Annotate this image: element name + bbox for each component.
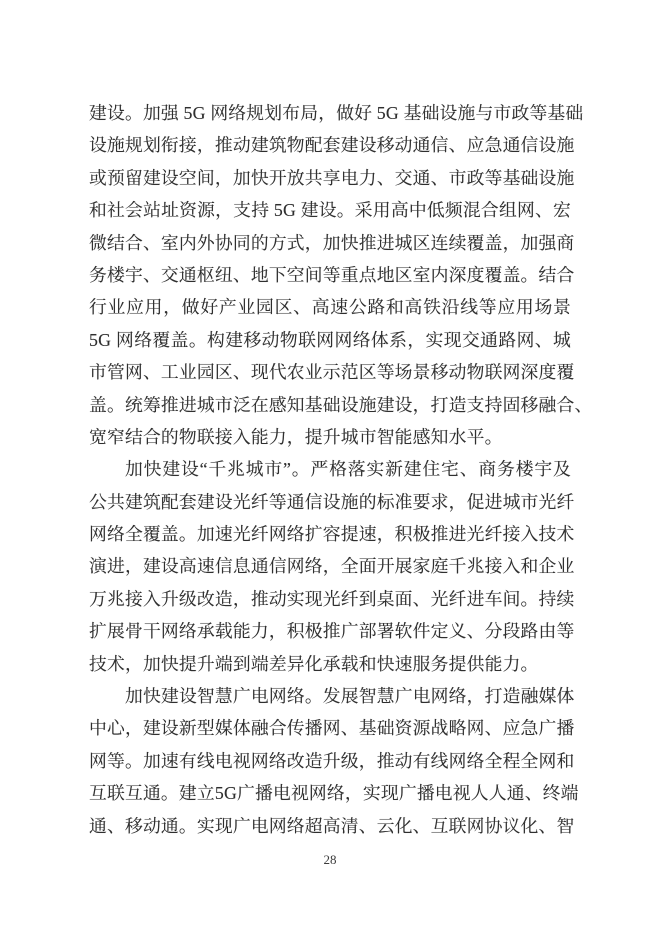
text-line: 建设。加强 5G 网络规划布局，做好 5G 基础设施与市政等基础 (89, 103, 584, 123)
text-line: 微结合、室内外协同的方式，加快推进城区连续覆盖，加强商 (89, 232, 575, 253)
text-line: 和社会站址资源，支持 5G 建设。采用高中低频混合组网、宏 (89, 200, 571, 221)
page-number: 28 (323, 852, 337, 867)
text-line: 网络全覆盖。加速光纤网络扩容提速，积极推进光纤接入技术 (89, 524, 575, 545)
text-line-paragraph-start: 加快建设“千兆城市”。严格落实新建住宅、商务楼宇及 (125, 459, 571, 480)
text-line: 宽窄结合的物联接入能力，提升城市智能感知水平。 (89, 426, 503, 447)
text-line: 行业应用，做好产业园区、高速公路和高铁沿线等应用场景 (89, 297, 571, 318)
text-line: 网等。加速有线电视网络改造升级，推动有线网络全程全网和 (89, 750, 575, 771)
text-line-paragraph-start: 加快建设智慧广电网络。发展智慧广电网络，打造融媒体 (125, 686, 575, 707)
text-line: 公共建筑配套建设光纤等通信设施的标准要求，促进城市光纤 (89, 491, 575, 512)
text-line: 或预留建设空间，加快开放共享电力、交通、市政等基础设施 (89, 167, 575, 188)
text-line: 设施规划衔接，推动建筑物配套建设移动通信、应急通信设施 (89, 135, 575, 156)
text-line: 万兆接入升级改造，推动实现光纤到桌面、光纤进车间。持续 (89, 588, 575, 609)
document-body (89, 97, 593, 842)
text-line: 技术，加快提升端到端差异化承载和快速服务提供能力。 (89, 653, 539, 674)
text-line: 市管网、工业园区、现代农业示范区等场景移动物联网深度覆 (89, 362, 575, 383)
text-line: 盖。统筹推进城市泛在感知基础设施建设，打造支持固移融合、 (89, 394, 593, 415)
text-line: 通、移动通。实现广电网络超高清、云化、互联网协议化、智 (89, 815, 575, 836)
text-line: 扩展骨干网络承载能力，积极推广部署软件定义、分段路由等 (89, 621, 575, 642)
text-line: 务楼宇、交通枢纽、地下空间等重点地区室内深度覆盖。结合 (89, 264, 575, 285)
text-line: 中心，建设新型媒体融合传播网、基础资源战略网、应急广播 (89, 718, 575, 739)
text-line: 演进，建设高速信息通信网络，全面开展家庭千兆接入和企业 (89, 556, 575, 577)
text-line: 5G 网络覆盖。构建移动物联网网络体系，实现交通路网、城 (89, 329, 571, 350)
text-line: 互联互通。建立5G广播电视网络，实现广播电视人人通、终端 (89, 783, 579, 804)
